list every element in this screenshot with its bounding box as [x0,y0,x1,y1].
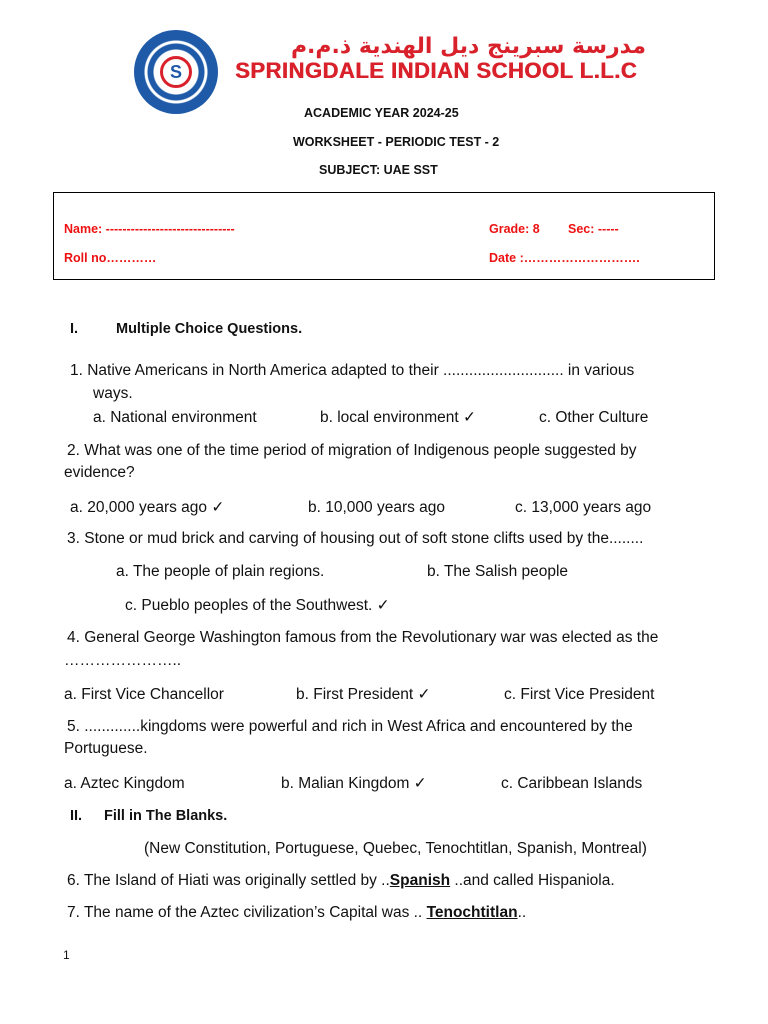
question-3-option-c: c. Pueblo peoples of the Southwest. ✓ [125,597,390,614]
question-2: 2. What was one of the time period of migration of Indigenous people suggested by [67,442,637,459]
question-3-option-a: a. The people of plain regions. [116,563,325,580]
question-5-option-a: a. Aztec Kingdom [64,775,185,792]
roll-number-field: Roll no………… [64,251,157,265]
fill-question-6-answer: Spanish [389,872,451,889]
question-1-option-c: c. Other Culture [539,409,649,426]
section-1-number: I. [70,321,79,337]
school-name-arabic: مدرسة سبرينج ديل الهندية ذ.م.م [290,34,646,59]
date-field: Date :………………………. [489,251,640,265]
worksheet-title: WORKSHEET - PERIODIC TEST - 2 [293,135,500,149]
fill-question-7 [67,902,526,924]
section-2-title: Fill in The Blanks. [104,808,228,824]
section-field: Sec: ----- [568,222,619,236]
subject-title: SUBJECT: UAE SST [319,163,438,177]
question-5-option-c: c. Caribbean Islands [501,775,643,792]
grade-field: Grade: 8 [489,222,540,236]
question-5-cont: Portuguese. [64,740,148,757]
section-1-title: Multiple Choice Questions. [116,321,303,337]
question-2-option-b: b. 10,000 years ago [308,499,446,516]
question-1-option-b: b. local environment ✓ [320,409,477,426]
question-4: 4. General George Washington famous from the Revolutionary war was elected as the [67,629,659,646]
fill-question-7-text-end: .. [517,904,527,921]
question-3-option-b: b. The Salish people [427,563,569,580]
question-5: 5. .............kingdoms were powerful and rich in West Africa and encountered by the [67,718,633,735]
question-2-option-c: c. 13,000 years ago [515,499,652,516]
fill-question-6 [67,870,615,892]
logo-emblem: S [160,56,192,88]
name-field: Name: ------------------------------- [64,222,235,236]
question-2-option-a: a. 20,000 years ago ✓ [70,499,225,516]
question-4-option-a: a. First Vice Chancellor [64,686,224,703]
fill-question-6-text: 6. The Island of Hiati was originally settled by .. [67,872,390,889]
question-4-cont: ………………….. [64,652,182,669]
page-number: 1 [63,948,70,962]
question-5-option-b: b. Malian Kingdom ✓ [281,775,427,792]
question-2-cont: evidence? [64,464,135,481]
fill-question-7-text: 7. The name of the Aztec civilization’s Capital was .. [67,904,427,921]
question-1-option-a: a. National environment [93,409,257,426]
fill-question-6-text-end: ..and called Hispaniola. [450,872,615,889]
academic-year: ACADEMIC YEAR 2024-25 [304,106,459,120]
question-4-option-b: b. First President ✓ [296,686,431,703]
question-4-option-c: c. First Vice President [504,686,655,703]
question-3: 3. Stone or mud brick and carving of housing out of soft stone clifts used by the........ [67,530,644,547]
school-name: SPRINGDALE INDIAN SCHOOL L.L.C [234,58,638,83]
section-2-number: II. [70,808,83,824]
word-bank: (New Constitution, Portuguese, Quebec, Tenochtitlan, Spanish, Montreal) [144,840,647,857]
school-logo [134,30,218,114]
question-1-cont: ways. [93,385,133,402]
student-info-box [53,192,715,280]
fill-question-7-answer: Tenochtitlan [426,904,518,921]
question-1: 1. Native Americans in North America adapted to their ............................ in various [70,362,635,379]
